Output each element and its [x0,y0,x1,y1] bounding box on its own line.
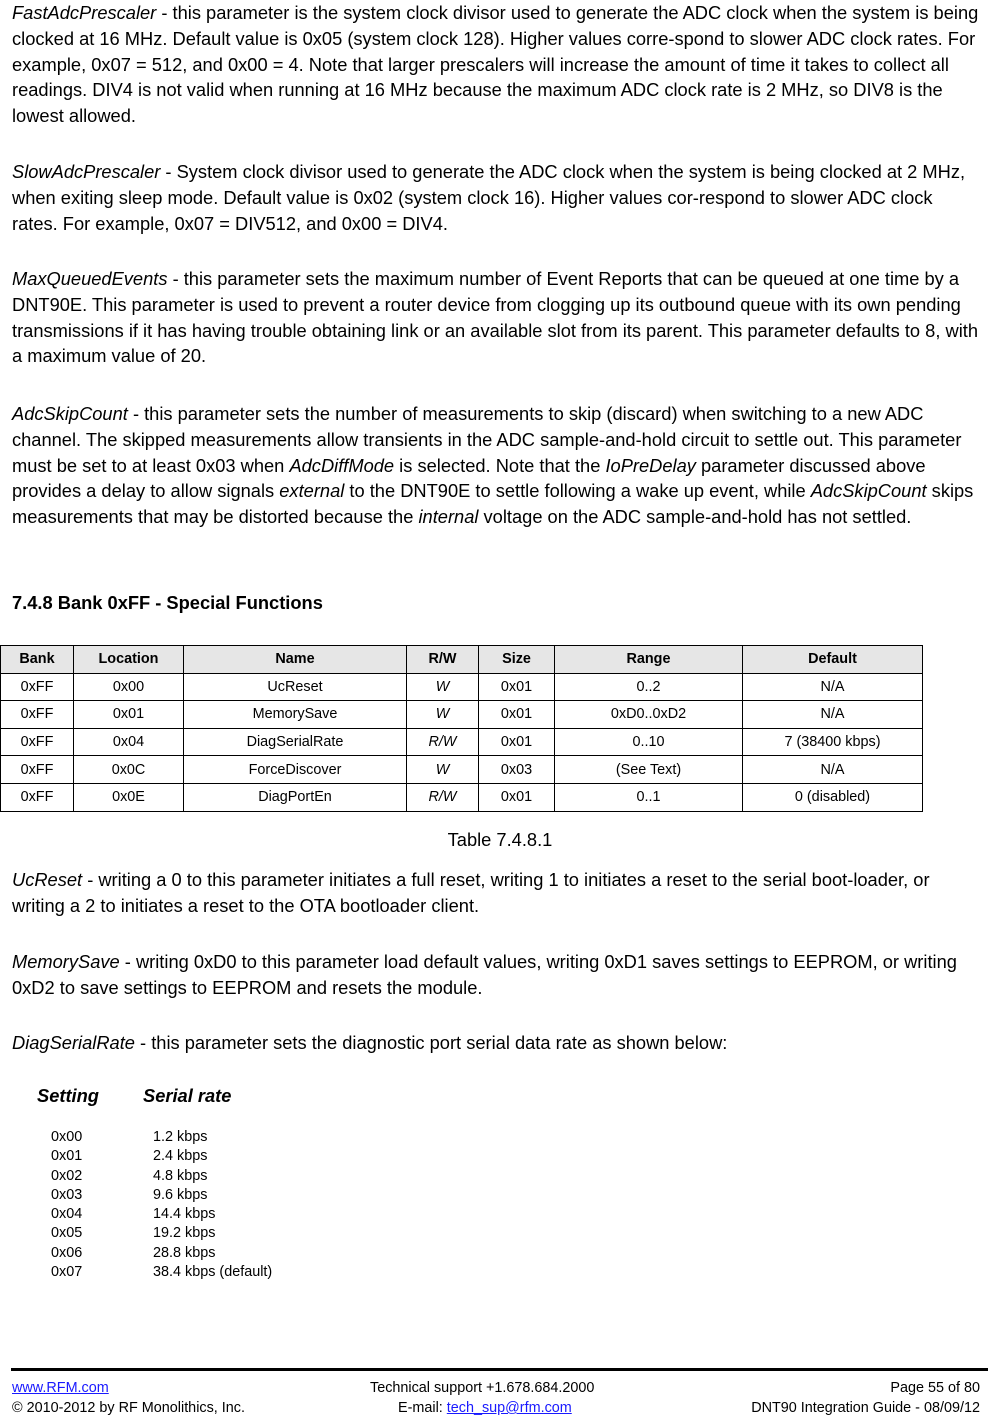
table-row [1,783,923,811]
rate-value: 1.2 kbps [153,1129,208,1145]
table-cell: N/A [743,673,923,701]
table-row [1,701,923,729]
table-row [1,728,923,756]
table-cell: 0x0E [74,783,184,811]
param-term: UcReset [12,869,83,890]
param-description: is selected. Note that the [394,454,606,476]
param-term: SlowAdcPrescaler [12,161,161,182]
table-cell: 0x01 [479,701,555,729]
param-description: - this parameter sets the number of measurements to skip (discard) when switching to a new ADC channel. The skipped measurements allow transients in the ADC sample-and-hold circuit to settle out. This parameter must be set to at least 0x03 when [12,403,962,476]
setting-value: 0x03 [51,1186,83,1203]
rate-value: 14.4 kbps [153,1206,216,1223]
table-cell: 0xFF [1,783,74,811]
rate-value: 28.8 kbps [153,1244,216,1261]
table-cell: 0xD0..0xD2 [555,701,743,729]
slowadcprescaler-paragraph [12,159,982,236]
setting-column-header: Setting [37,1085,99,1106]
table-cell: (See Text) [555,756,743,784]
column-header: Location [74,646,184,674]
table-row [1,756,923,784]
table-cell: 0x0C [74,756,184,784]
setting-value: 0x07 [51,1264,83,1281]
param-description: - writing 0xD0 to this parameter load default values, writing 0xD1 saves settings to EEPROM, or writing 0xD2 to save settings to EEPROM and resets the module. [12,951,957,998]
table-cell: 0x04 [74,728,184,756]
rate-value: 2.4 kbps [153,1148,208,1165]
table-row [1,673,923,701]
table-cell: UcReset [184,673,407,701]
setting-value: 0x04 [51,1206,83,1223]
footer-divider [11,1368,988,1371]
rate-value: 9.6 kbps [153,1186,208,1203]
table-cell: N/A [743,701,923,729]
param-reference: AdcSkipCount [810,480,927,502]
diagserialrate-paragraph [12,1030,982,1056]
email-line [398,1400,572,1416]
table-cell: 7 (38400 kbps) [743,728,923,756]
table-cell: 0x00 [74,673,184,701]
emphasis: external [279,480,345,502]
page-number: Page 55 of 80 [890,1380,980,1396]
table-cell: R/W [407,783,479,811]
param-reference: IoPreDelay [605,454,696,476]
setting-value: 0x05 [51,1225,83,1242]
column-header: Name [184,646,407,674]
register-table [0,645,923,812]
column-header: Bank [1,646,74,674]
memorysave-paragraph [12,949,982,1001]
param-description: parameter discussed above provides a delay to allow signals [12,454,926,502]
table-cell: 0x01 [74,701,184,729]
setting-value: 0x00 [51,1129,83,1145]
rate-value: 4.8 kbps [153,1167,208,1184]
rate-value: 38.4 kbps (default) [153,1264,273,1281]
technical-support-text: Technical support +1.678.684.2000 [370,1380,595,1396]
param-term: AdcSkipCount [12,403,128,424]
column-header: Range [555,646,743,674]
ucreset-paragraph [12,867,982,919]
table-cell: 0xFF [1,728,74,756]
table-cell: 0x01 [479,728,555,756]
maxqueuedevents-paragraph [12,266,982,369]
param-description: - writing a 0 to this parameter initiates a full reset, writing 1 to initiates a reset to the serial boot-loader, or writing a 2 to initiates a reset to the OTA bootloader client. [12,869,930,916]
table-cell: 0..10 [555,728,743,756]
table-cell: 0xFF [1,701,74,729]
setting-value: 0x06 [51,1244,83,1261]
table-cell: 0 (disabled) [743,783,923,811]
table-cell: ForceDiscover [184,756,407,784]
column-header: R/W [407,646,479,674]
fastadcprescaler-paragraph [12,0,982,129]
table-cell: DiagSerialRate [184,728,407,756]
emphasis: internal [418,506,479,528]
param-description: - this parameter is the system clock divisor used to generate the ADC clock when the system is being clocked at 16 MHz. Default value is 0x05 (system clock 128). Higher values corre-spond to slower ADC clock rates. For example, 0x07 = 512, and 0x00 = 4. Note that larger prescalers will increase the amount of time it takes to collect all readings. DIV4 is not valid when running at 16 MHz because the maximum ADC clock rate is 2 MHz, so DIV8 is the lowest allowed. [12,2,979,127]
param-term: MemorySave [12,951,120,972]
serial-rate-column-header: Serial rate [143,1085,232,1106]
param-description: - System clock divisor used to generate the ADC clock when the system is being clocked at 2 MHz, when exiting sleep mode. Default value is 0x02 (system clock 16). Higher values cor-respond to slower ADC clock rates. For example, 0x07 = DIV512, and 0x00 = DIV4. [12,161,966,234]
copyright-text: © 2010-2012 by RF Monolithics, Inc. [12,1400,245,1416]
param-description: skips measurements that may be distorted because the [12,480,974,528]
setting-value: 0x01 [51,1148,83,1165]
table-cell: 0x01 [479,673,555,701]
email-label: E-mail: [398,1400,447,1416]
param-description: - this parameter sets the maximum number of Event Reports that can be queued at one time by a DNT90E. This parameter is used to prevent a router device from clogging up its outbound queue with its own pending transmissions if it has having trouble obtaining link or an available slot from its parent. This parameter defaults to 8, with a maximum value of 20. [12,268,979,367]
email-link[interactable]: tech_sup@rfm.com [446,1400,572,1416]
table-header-row [1,646,923,674]
rate-value: 19.2 kbps [153,1225,216,1242]
table-cell: 0x03 [479,756,555,784]
param-description: - this parameter sets the diagnostic port serial data rate as shown below: [134,1032,728,1053]
table-cell: 0xFF [1,756,74,784]
section-heading: 7.4.8 Bank 0xFF - Special Functions [12,592,323,613]
table-cell: 0..1 [555,783,743,811]
adcskipcount-paragraph [12,401,982,530]
column-header: Default [743,646,923,674]
table-cell: W [407,701,479,729]
website-link[interactable]: www.RFM.com [12,1380,109,1396]
param-description: voltage on the ADC sample-and-hold has not settled. [478,506,912,528]
param-term: DiagSerialRate [12,1032,135,1053]
param-term: MaxQueuedEvents [12,268,168,289]
table-caption: Table 7.4.8.1 [447,829,553,850]
column-header: Size [479,646,555,674]
table-cell: R/W [407,728,479,756]
param-reference: AdcDiffMode [289,454,395,476]
table-cell: 0xFF [1,673,74,701]
param-term: FastAdcPrescaler [12,2,157,23]
table-cell: DiagPortEn [184,783,407,811]
table-cell: 0..2 [555,673,743,701]
guide-title: DNT90 Integration Guide - 08/09/12 [751,1400,980,1416]
setting-value: 0x02 [51,1167,83,1184]
table-cell: MemorySave [184,701,407,729]
table-cell: 0x01 [479,783,555,811]
param-description: to the DNT90E to settle following a wake up event, while [344,480,811,502]
table-cell: W [407,673,479,701]
table-cell: W [407,756,479,784]
table-cell: N/A [743,756,923,784]
